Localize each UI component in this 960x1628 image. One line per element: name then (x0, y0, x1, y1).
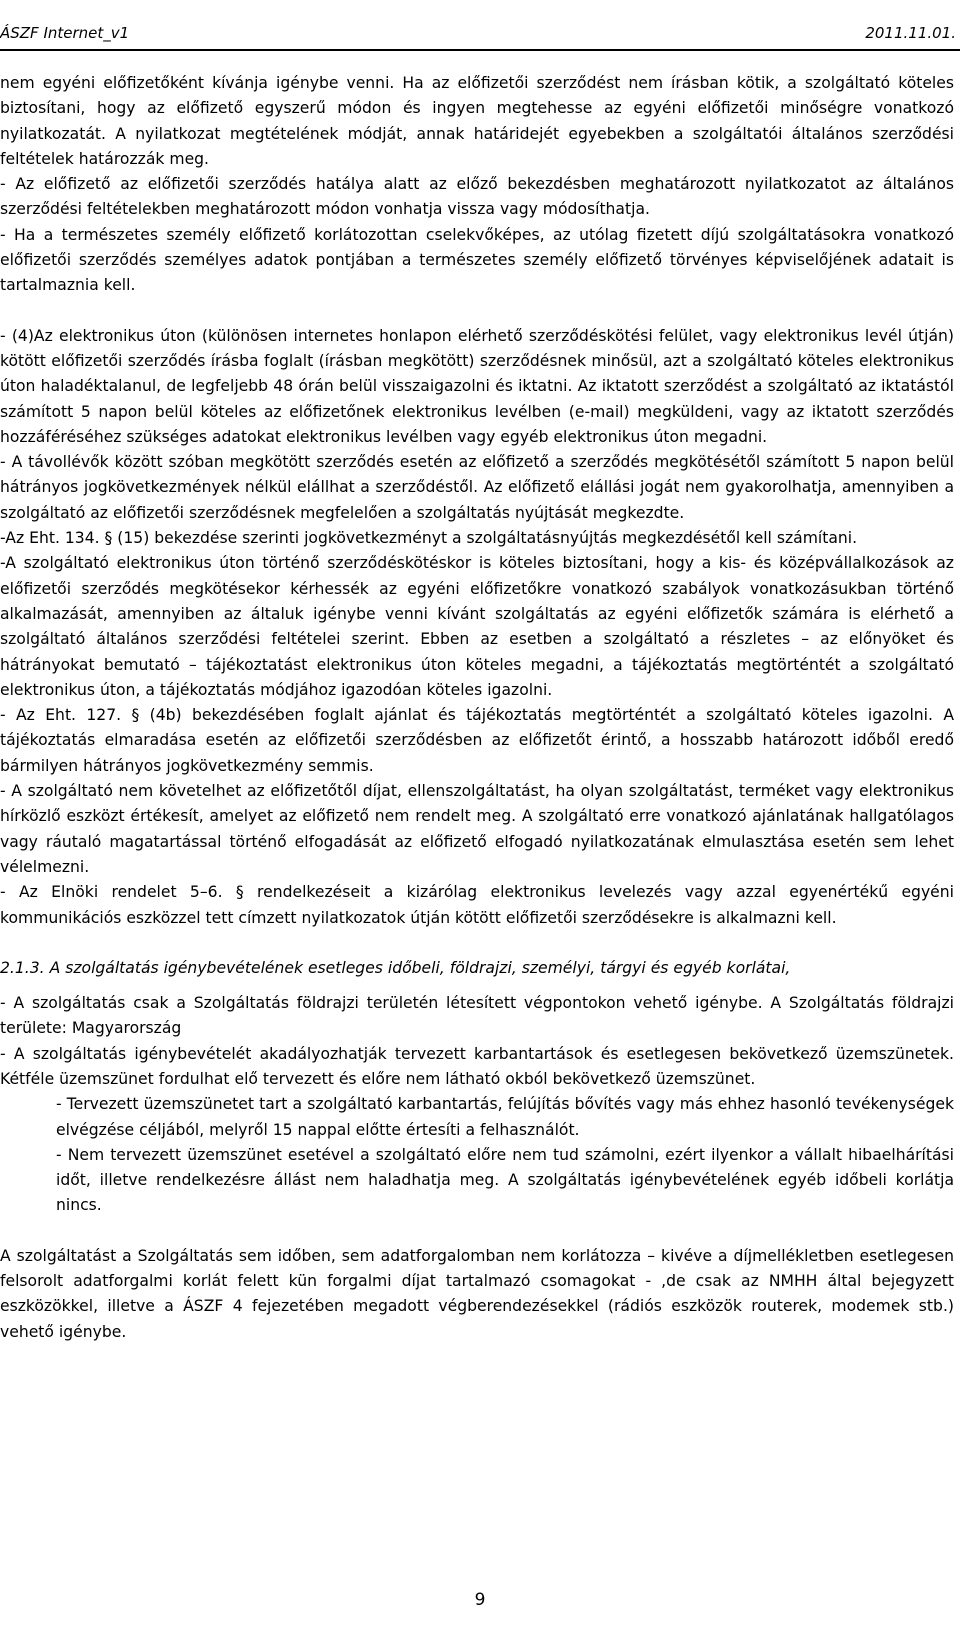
paragraph: - (4)Az elektronikus úton (különösen internetes honlapon elérhető szerződéskötési felület, vagy elektronikus levél útján) kötött előfizetői szerződés írásba foglalt (írásban megkötött) szerződésnek minősül, azt a szolgáltató köteles elektronikus úton haladéktalanul, de legfeljebb 48 órán belül visszaigazolni és iktatni. Az iktatott szerződést a szolgáltató az iktatástól számított 5 napon belül köteles az előfizetőnek elektronikus levélben (e-mail) megküldeni, vagy az iktatott szerződés hozzáféréséhez szükséges adatokat elektronikus levélben vagy egyéb elektronikus úton megadni. (0, 326, 954, 446)
paragraph: - Ha a természetes személy előfizető korlátozottan cselekvőképes, az utólag fizetett díjú szolgáltatásokra vonatkozó előfizetői szerződés személyes adatok pontjában a természetes személy előfizető törvényes képviselőjének adatait is tartalmaznia kell. (0, 225, 954, 295)
document-date: 2011.11.01. (865, 24, 956, 42)
spacer (0, 299, 954, 324)
paragraph: - Az előfizető az előfizetői szerződés hatálya alatt az előző bekezdésben meghatározott nyilatkozatot az általános szerződési feltételekben meghatározott módon vonhatja vissza vagy módosíthatja. (0, 175, 954, 219)
page-content (0, 71, 954, 1345)
page-header (0, 0, 960, 64)
document-title: ÁSZF Internet_v1 (0, 24, 130, 42)
paragraph: - A szolgáltatás igénybevételét akadályozhatják tervezett karbantartások és esetlegesen bekövetkező üzemszünetek. Kétféle üzemszünet fordulhat elő tervezett és előre nem látható okból bekövetkező üzemszünet. (0, 1044, 954, 1088)
paragraph: - A távollévők között szóban megkötött szerződés esetén az előfizető a szerződés megkötésétől számított 5 napon belül hátrányos jogkövetkezmények nélkül elállhat a szerződéstől. Az előfizető elállási jogát nem gyakorolhatja, amennyiben a szolgáltató az előfizetői szerződésnek megfelelően a szolgáltatás nyújtását megkezdte. (0, 453, 954, 522)
header-rule (0, 49, 960, 51)
paragraph: - A szolgáltatás csak a Szolgáltatás földrajzi területén létesített végpontokon vehető igénybe. A Szolgáltatás földrajzi területe: Magyarország (0, 994, 954, 1038)
indented-item: - Nem tervezett üzemszünet esetével a szolgáltató előre nem tud számolni, ezért ilyenkor a vállalt hibaelhárítási időt, illetve rendelkezésre állást nem haladhatja meg. A szolgáltatás igénybevételének egyéb időbeli korlátja nincs. (56, 1145, 954, 1215)
section-heading: 2.1.3. A szolgáltatás igénybevételének esetleges időbeli, földrajzi, személyi, tárgyi és egyéb korlátai, (0, 958, 791, 977)
paragraph: -A szolgáltató elektronikus úton történő szerződéskötéskor is köteles biztosítani, hogy a kis- és középvállalkozások az előfizetői szerződés megkötésekor kérhessék az egyéni előfizetőkre vonatkozó szabályok vonatkozásukban történő alkalmazását, amennyiben az általuk igénybe venni kívánt szolgáltatás az egyéni előfizetők számára is elérhető a szolgáltató általános szerződési feltételei szerint. Ebben az esetben a szolgáltató a részletes – az előnyöket és hátrányokat bemutató – tájékoztatást elektronikus úton köteles megadni, a tájékoztatás megtörténtét a szolgáltató elektronikus úton, a tájékoztatás módjához igazodóan köteles igazolni. (0, 554, 954, 699)
paragraph: - A szolgáltató nem követelhet az előfizetőtől díjat, ellenszolgáltatást, ha olyan szolgáltatást, terméket vagy elektronikus hírközlő eszközt értékesít, amelyet az előfizető nem rendelt meg. A szolgáltató erre vonatkozó ajánlatának hallgatólagos vagy ráutaló magatartással történő elfogadását az előfizető elfogadó nyilatkozatának elmulasztása esetén sem lehet vélelmezni. (0, 782, 954, 876)
paragraph: -Az Eht. 134. § (15) bekezdése szerinti jogkövetkezményt a szolgáltatásnyújtás megkezdésétől kell számítani. (0, 529, 858, 548)
paragraph: A szolgáltatást a Szolgáltatás sem időben, sem adatforgalomban nem korlátozza – kivéve a díjmellékletben esetlegesen felsorolt adatforgalmi korlát felett kün forgalmi díjat tartalmazó csomagokat - ,de csak az NMHH által bejegyzett eszközökkel, illetve a ÁSZF 4 fejezetében megadott végberendezésekkel (rádiós eszközök routerek, modemek stb.) vehető igénybe. (0, 1246, 954, 1341)
indented-item: - Tervezett üzemszünetet tart a szolgáltató karbantartás, felújítás bővítés vagy más ehhez hasonló tevékenységek elvégzése céljából, melyről 15 nappal előtte értesíti a felhasználót. (56, 1095, 954, 1139)
paragraph: nem egyéni előfizetőként kívánja igénybe venni. Ha az előfizetői szerződést nem írásban kötik, a szolgáltató köteles biztosítani, hogy az előfizető egyszerű módon és ingyen megtehesse az egyéni előfizetői minőségre vonatkozó nyilatkozatát. A nyilatkozat megtételének módját, annak határidejét egyebekben a szolgáltatói általános szerződési feltételek határozzák meg. (0, 74, 954, 168)
paragraph: - Az Eht. 127. § (4b) bekezdésében foglalt ajánlat és tájékoztatás megtörténtét a szolgáltató köteles igazolni. A tájékoztatás elmaradása esetén az előfizetői szerződésben az előfizetőt érintő, a hosszabb határozott időből eredő bármilyen hátrányos jogkövetkezmény semmis. (0, 706, 954, 775)
page-number: 9 (474, 1590, 486, 1610)
spacer (0, 1219, 954, 1244)
spacer (0, 931, 954, 956)
paragraph: - Az Elnöki rendelet 5–6. § rendelkezéseit a kizárólag elektronikus levelezés vagy azzal egyenértékű egyéni kommunikációs eszközzel tett címzett nyilatkozatok útján kötött előfizetői szerződésekre is alkalmazni kell. (0, 883, 954, 927)
spacer (0, 981, 954, 991)
